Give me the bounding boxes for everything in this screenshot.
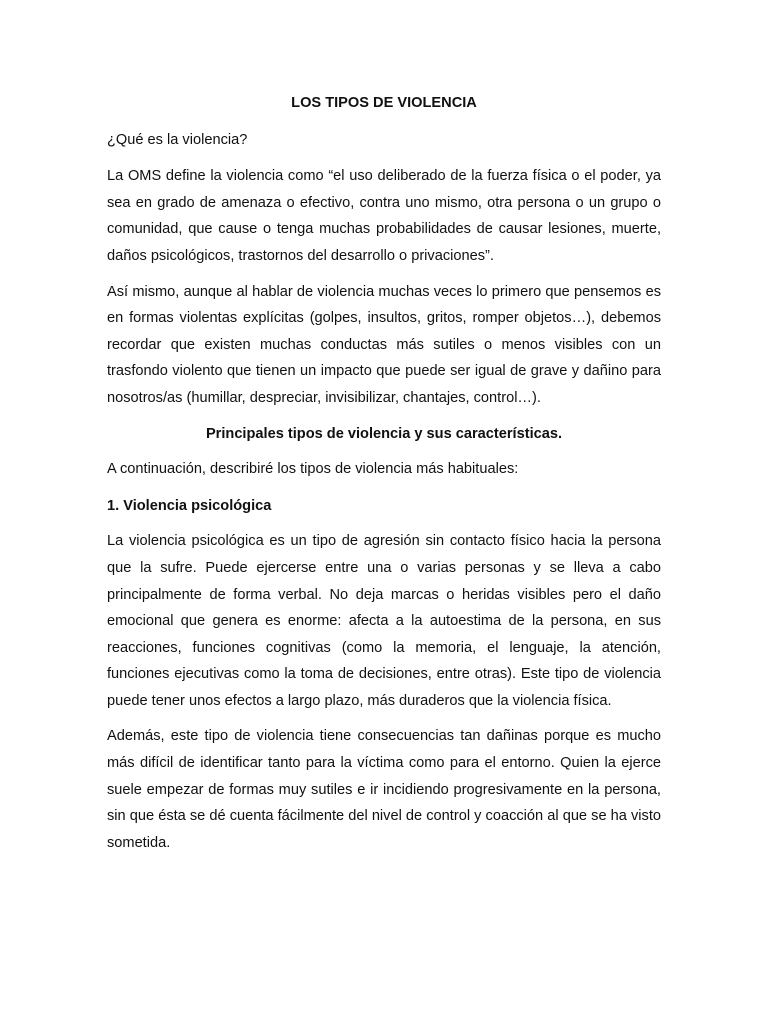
document-title: LOS TIPOS DE VIOLENCIA — [291, 95, 477, 111]
paragraph-psychological-consequences: Además, este tipo de violencia tiene consecuencias tan dañinas porque es mucho más difícil de identificar tanto para la víctima como para el entorno. Quien la ejerce suele empezar de formas muy sutiles e ir incidiendo progresivamente en la persona, sin que ésta se dé cuenta fácilmente del nivel de control y coacción al que se ha visto sometida. — [107, 728, 661, 851]
paragraph-oms-definition: La OMS define la violencia como “el uso deliberado de la fuerza física o el poder, ya sea en grado de amenaza o efectivo, contra uno mismo, otra persona o un grupo o comunidad, que cause o tenga muchas probabilidades de causar lesiones, muerte, daños psicológicos, trastornos del desarrollo o privaciones”. — [107, 168, 661, 264]
intro-line: A continuación, describiré los tipos de violencia más habituales: — [107, 461, 519, 478]
question-line: ¿Qué es la violencia? — [107, 131, 248, 148]
document-page — [107, 90, 661, 865]
paragraph-psychological-definition: La violencia psicológica es un tipo de agresión sin contacto físico hacia la persona que la sufre. Puede ejercerse entre una o varias personas y se lleva a cabo principalmente de forma verbal. No deja marcas o heridas visibles pero el daño emocional que genera es enorme: afecta a la autoestima de la persona, en sus reacciones, funciones cognitivas (como la memoria, el lenguaje, la atención, funciones ejecutivas como la toma de decisiones, entre otras). Este tipo de violencia puede tener unos efectos a largo plazo, más duraderos que la violencia física. — [107, 533, 661, 709]
paragraph-subtle-violence: Así mismo, aunque al hablar de violencia muchas veces lo primero que pensemos es en formas violentas explícitas (golpes, insultos, gritos, romper objetos…), debemos recordar que existen muchas conductas más sutiles o menos visibles con un trasfondo violento que tienen un impacto que puede ser igual de grave y dañino para nosotros/as (humillar, despreciar, invisibilizar, chantajes, control…). — [107, 283, 661, 406]
heading-psychological-violence: 1. Violencia psicológica — [107, 497, 272, 514]
section-subtitle: Principales tipos de violencia y sus características. — [205, 425, 563, 442]
